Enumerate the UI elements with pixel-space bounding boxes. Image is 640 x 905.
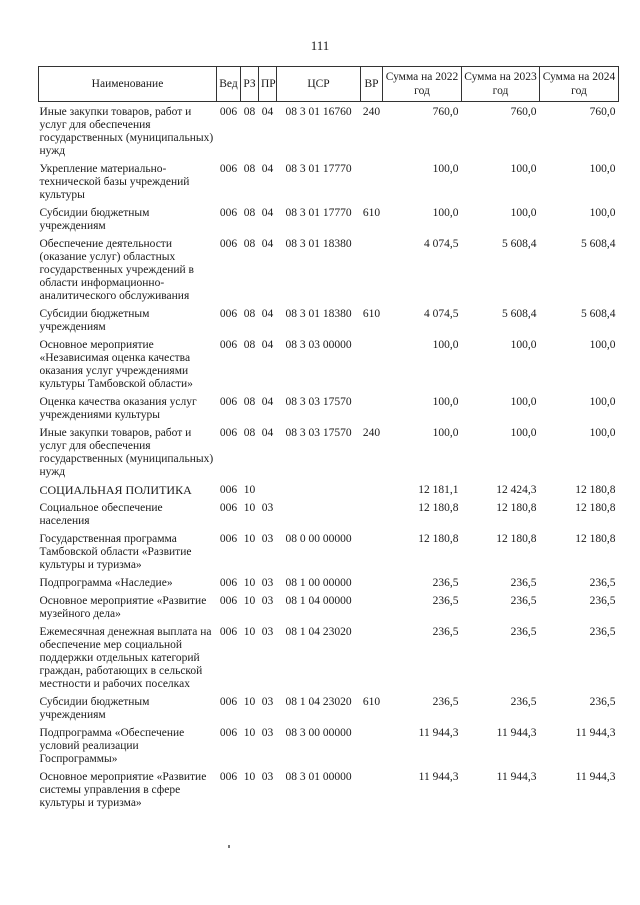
row-rz: 10 <box>243 595 256 607</box>
row-sum-2024: 12 180,8 <box>575 502 616 514</box>
row-sum-2023: 100,0 <box>510 339 537 351</box>
table-row <box>39 304 619 335</box>
row-sum-2022: 11 944,3 <box>418 771 459 783</box>
row-rz: 10 <box>243 696 256 708</box>
row-vr <box>361 573 383 591</box>
row-sum-2024: 11 944,3 <box>575 727 616 739</box>
row-rz: 08 <box>243 308 256 320</box>
row-name: СОЦИАЛЬНАЯ ПОЛИТИКА <box>39 483 192 497</box>
row-sum-2024: 236,5 <box>589 626 616 638</box>
header-sum-2024: Сумма на 2024 год <box>540 67 619 102</box>
row-csr: 08 3 03 17570 <box>285 396 352 408</box>
row-csr: 08 3 00 00000 <box>285 727 352 739</box>
row-vr <box>361 767 383 811</box>
row-sum-2022: 4 074,5 <box>424 238 459 250</box>
row-pr: 04 <box>261 427 274 439</box>
header-name: Наименование <box>39 67 217 102</box>
page-number: 111 <box>310 38 330 53</box>
row-sum-2024: 100,0 <box>589 339 616 351</box>
row-rz: 08 <box>243 238 256 250</box>
row-rz: 08 <box>243 163 256 175</box>
table-row <box>39 203 619 234</box>
row-rz: 08 <box>243 396 256 408</box>
row-rz: 10 <box>243 577 256 589</box>
row-sum-2024: 5 608,4 <box>581 238 616 250</box>
row-name: Социальное обеспечение населения <box>39 502 163 527</box>
row-vr <box>361 159 383 203</box>
row-ved: 006 <box>219 163 238 175</box>
row-sum-2022: 100,0 <box>432 427 459 439</box>
row-ved: 006 <box>219 533 238 545</box>
row-rz: 10 <box>243 533 256 545</box>
row-csr: 08 3 01 18380 <box>285 238 352 250</box>
row-sum-2024: 236,5 <box>589 696 616 708</box>
row-pr: 03 <box>261 727 274 739</box>
table-header-row <box>39 67 619 102</box>
row-csr <box>277 480 361 498</box>
header-sum-2023: Сумма на 2023 год <box>462 67 540 102</box>
row-vr: 240 <box>362 106 381 118</box>
row-name: Основное мероприятие «Развитие музейного дела» <box>39 595 207 620</box>
table-row <box>39 335 619 392</box>
row-pr: 03 <box>261 771 274 783</box>
row-sum-2024: 12 180,8 <box>575 484 616 496</box>
row-sum-2023: 100,0 <box>510 207 537 219</box>
row-sum-2023: 12 180,8 <box>496 502 537 514</box>
row-vr: 610 <box>362 696 381 708</box>
row-sum-2024: 100,0 <box>589 396 616 408</box>
row-csr: 08 3 01 18380 <box>285 308 352 320</box>
row-name: Обеспечение деятельности (оказание услуг) областных государственных учреждений в области информационно-аналитического обслуживания <box>39 238 194 302</box>
table-row <box>39 392 619 423</box>
table-row <box>39 234 619 304</box>
row-pr: 04 <box>261 308 274 320</box>
row-csr: 08 1 00 00000 <box>285 577 352 589</box>
row-name: Государственная программа Тамбовской области «Развитие культуры и туризма» <box>39 533 192 571</box>
row-sum-2024: 236,5 <box>589 577 616 589</box>
row-ved: 006 <box>219 696 238 708</box>
row-name: Ежемесячная денежная выплата на обеспечение мер социальной поддержки отдельных категорий граждан, работающих в сельской местности и рабочих поселках <box>39 626 212 690</box>
row-rz: 10 <box>243 502 256 514</box>
row-vr <box>361 723 383 767</box>
row-name: Основное мероприятие «Развитие системы управления в сфере культуры и туризма» <box>39 771 207 809</box>
row-pr: 04 <box>261 106 274 118</box>
row-name: Укрепление материально-технической базы учреждений культуры <box>39 163 190 201</box>
row-vr <box>361 498 383 529</box>
row-pr: 04 <box>261 207 274 219</box>
table-row <box>39 622 619 692</box>
row-name: Субсидии бюджетным учреждениям <box>39 207 150 232</box>
row-pr: 03 <box>261 626 274 638</box>
row-sum-2023: 11 944,3 <box>496 727 537 739</box>
table-row <box>39 480 619 498</box>
row-sum-2023: 236,5 <box>510 696 537 708</box>
row-pr: 03 <box>261 595 274 607</box>
row-sum-2022: 100,0 <box>432 396 459 408</box>
row-rz: 10 <box>243 626 256 638</box>
row-sum-2022: 12 181,1 <box>418 484 459 496</box>
row-csr: 08 3 03 17570 <box>285 427 352 439</box>
row-name: Субсидии бюджетным учреждениям <box>39 308 150 333</box>
row-ved: 006 <box>219 771 238 783</box>
row-pr: 04 <box>261 163 274 175</box>
row-pr: 03 <box>261 577 274 589</box>
row-ved: 006 <box>219 106 238 118</box>
table-row <box>39 498 619 529</box>
header-pr: ПР <box>259 67 277 102</box>
row-sum-2022: 100,0 <box>432 163 459 175</box>
row-sum-2022: 760,0 <box>432 106 459 118</box>
row-pr: 04 <box>261 396 274 408</box>
table-row <box>39 423 619 480</box>
row-sum-2024: 5 608,4 <box>581 308 616 320</box>
table-row <box>39 767 619 811</box>
row-csr: 08 3 01 17770 <box>285 163 352 175</box>
row-sum-2022: 4 074,5 <box>424 308 459 320</box>
row-vr: 610 <box>362 207 381 219</box>
row-vr <box>361 622 383 692</box>
row-csr <box>277 498 361 529</box>
row-sum-2024: 12 180,8 <box>575 533 616 545</box>
row-rz: 08 <box>243 339 256 351</box>
row-sum-2024: 100,0 <box>589 427 616 439</box>
row-sum-2023: 5 608,4 <box>502 308 537 320</box>
row-name: Подпрограмма «Наследие» <box>39 577 173 589</box>
row-csr: 08 3 01 17770 <box>285 207 352 219</box>
row-name: Субсидии бюджетным учреждениям <box>39 696 150 721</box>
row-name: Основное мероприятие «Независимая оценка качества оказания услуг учреждениями культуры Тамбовской области» <box>39 339 193 390</box>
row-sum-2024: 760,0 <box>589 106 616 118</box>
row-name: Оценка качества оказания услуг учреждениями культуры <box>39 396 197 421</box>
row-sum-2023: 100,0 <box>510 163 537 175</box>
row-vr <box>361 480 383 498</box>
row-pr <box>259 480 277 498</box>
row-sum-2023: 12 180,8 <box>496 533 537 545</box>
row-sum-2022: 236,5 <box>432 696 459 708</box>
row-rz: 10 <box>243 771 256 783</box>
row-rz: 08 <box>243 207 256 219</box>
budget-table <box>38 66 619 811</box>
table-row <box>39 591 619 622</box>
row-vr <box>361 392 383 423</box>
header-ved: Вед <box>217 67 241 102</box>
table-row <box>39 573 619 591</box>
row-ved: 006 <box>219 577 238 589</box>
row-csr: 08 3 01 00000 <box>285 771 352 783</box>
row-ved: 006 <box>219 626 238 638</box>
row-csr: 08 0 00 00000 <box>285 533 352 545</box>
row-ved: 006 <box>219 207 238 219</box>
row-rz: 10 <box>243 727 256 739</box>
row-pr: 03 <box>261 533 274 545</box>
row-sum-2024: 100,0 <box>589 207 616 219</box>
row-ved: 006 <box>219 727 238 739</box>
header-vr: ВР <box>361 67 383 102</box>
header-sum-2022: Сумма на 2022 год <box>383 67 462 102</box>
row-sum-2022: 236,5 <box>432 577 459 589</box>
row-sum-2022: 100,0 <box>432 339 459 351</box>
table-row <box>39 159 619 203</box>
row-csr: 08 1 04 23020 <box>285 626 352 638</box>
row-ved: 006 <box>219 339 238 351</box>
row-ved: 006 <box>219 427 238 439</box>
row-name: Иные закупки товаров, работ и услуг для обеспечения государственных (муниципальных) нужд <box>39 106 214 157</box>
row-pr: 04 <box>261 238 274 250</box>
row-vr <box>361 529 383 573</box>
row-csr: 08 3 01 16760 <box>285 106 352 118</box>
header-rz: РЗ <box>241 67 259 102</box>
row-name: Иные закупки товаров, работ и услуг для обеспечения государственных (муниципальных) нужд <box>39 427 214 478</box>
row-ved: 006 <box>219 396 238 408</box>
row-name: Подпрограмма «Обеспечение условий реализации Госпрограммы» <box>39 727 185 765</box>
row-ved: 006 <box>219 502 238 514</box>
row-sum-2022: 236,5 <box>432 626 459 638</box>
row-sum-2023: 100,0 <box>510 396 537 408</box>
row-sum-2022: 12 180,8 <box>418 502 459 514</box>
row-csr: 08 3 03 00000 <box>285 339 352 351</box>
row-ved: 006 <box>219 238 238 250</box>
row-vr <box>361 591 383 622</box>
row-sum-2022: 236,5 <box>432 595 459 607</box>
row-ved: 006 <box>219 595 238 607</box>
scan-mark <box>228 845 230 848</box>
row-sum-2023: 11 944,3 <box>496 771 537 783</box>
row-rz: 08 <box>243 427 256 439</box>
row-sum-2024: 100,0 <box>589 163 616 175</box>
row-sum-2023: 236,5 <box>510 626 537 638</box>
row-sum-2024: 11 944,3 <box>575 771 616 783</box>
row-pr: 04 <box>261 339 274 351</box>
row-sum-2023: 760,0 <box>510 106 537 118</box>
row-sum-2023: 236,5 <box>510 577 537 589</box>
row-sum-2023: 100,0 <box>510 427 537 439</box>
row-sum-2023: 5 608,4 <box>502 238 537 250</box>
row-sum-2022: 100,0 <box>432 207 459 219</box>
table-row <box>39 102 619 160</box>
row-sum-2023: 236,5 <box>510 595 537 607</box>
row-ved: 006 <box>219 484 238 496</box>
row-vr: 610 <box>362 308 381 320</box>
row-rz: 08 <box>243 106 256 118</box>
row-vr: 240 <box>362 427 381 439</box>
row-rz: 10 <box>243 484 256 496</box>
row-sum-2022: 11 944,3 <box>418 727 459 739</box>
row-csr: 08 1 04 00000 <box>285 595 352 607</box>
header-csr: ЦСР <box>277 67 361 102</box>
row-csr: 08 1 04 23020 <box>285 696 352 708</box>
row-pr: 03 <box>261 502 274 514</box>
row-vr <box>361 335 383 392</box>
row-vr <box>361 234 383 304</box>
row-pr: 03 <box>261 696 274 708</box>
row-sum-2023: 12 424,3 <box>496 484 537 496</box>
table-row <box>39 529 619 573</box>
table-row <box>39 723 619 767</box>
row-sum-2024: 236,5 <box>589 595 616 607</box>
row-ved: 006 <box>219 308 238 320</box>
table-row <box>39 692 619 723</box>
row-sum-2022: 12 180,8 <box>418 533 459 545</box>
